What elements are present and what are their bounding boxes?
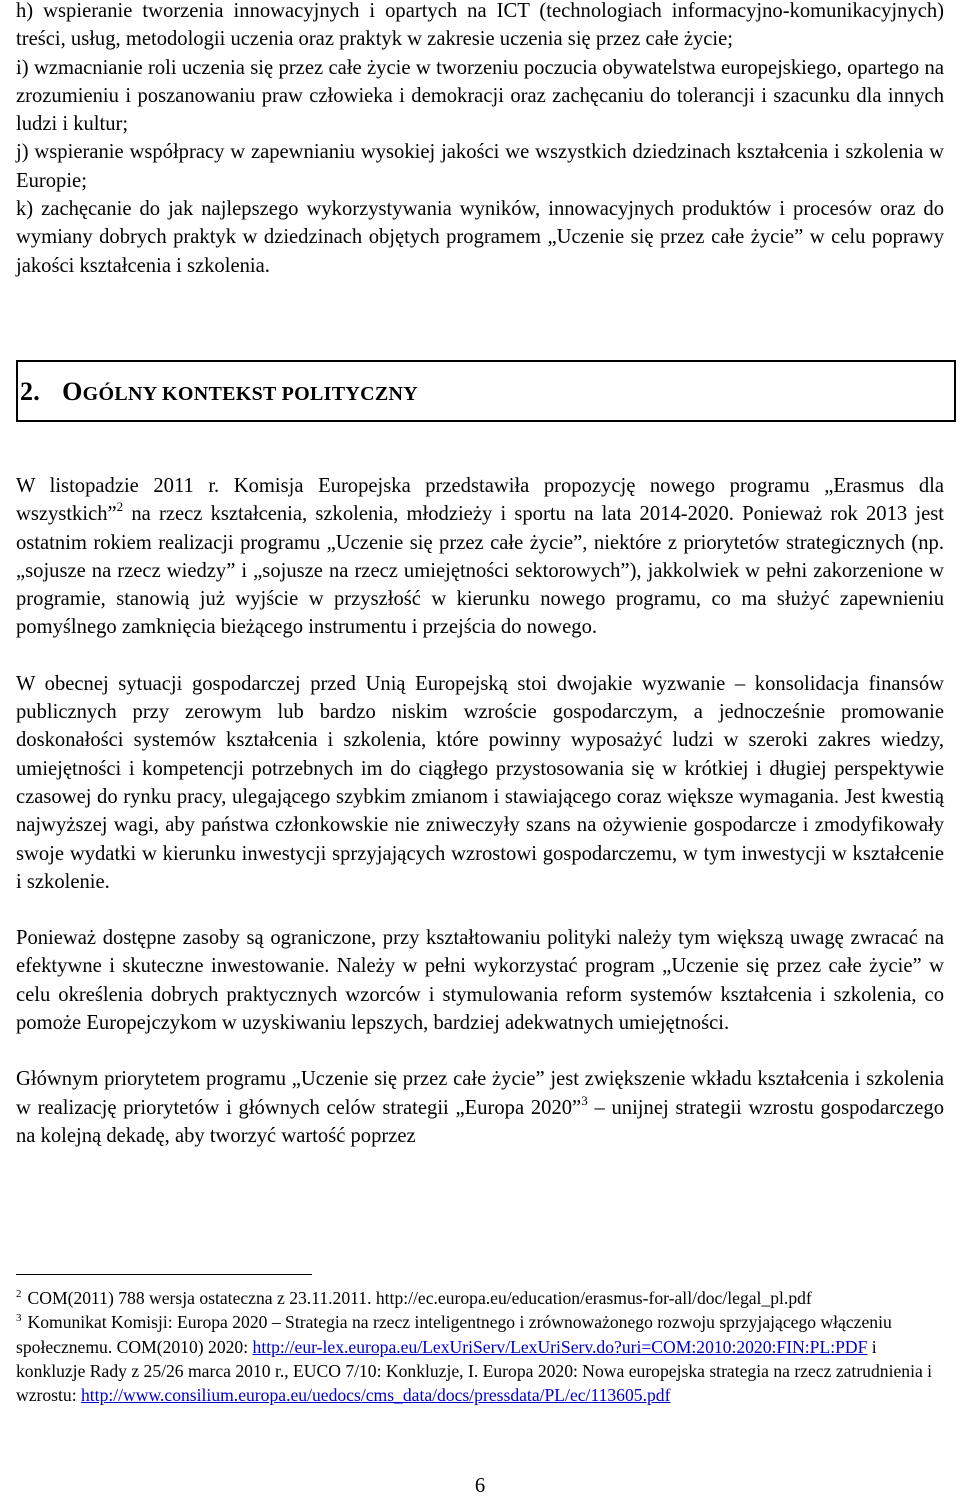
section-heading	[20, 372, 418, 414]
section-body	[16, 472, 944, 1150]
section-number: 2.	[20, 377, 41, 406]
list-item-k: k) zachęcanie do jak najlepszego wykorzystywania wyników, innowacyjnych produktów i procesów oraz do wymiany dobrych praktyk w dziedzinach objętych programem „Uczenie się przez całe życie” w celu poprawy jakości kształcenia i szkolenia.	[16, 198, 944, 277]
footnote-2	[16, 1286, 944, 1310]
footnote-ref-2: 2	[116, 499, 124, 515]
paragraph-1-text-a: W listopadzie 2011 r. Komisja Europejska przedstawiła propozycję nowego programu „Erasmus dla wszystkich”	[16, 475, 944, 526]
footnote-ref-3: 3	[581, 1092, 588, 1108]
footnote-3-number: 3	[16, 1312, 22, 1325]
paragraph-2: W obecnej sytuacji gospodarczej przed Unią Europejską stoi dwojakie wyzwanie – konsolidacja finansów publicznych przy zerowym lub bardzo niskim wzroście gospodarczym, a jednocześnie promowanie doskonałości systemów kształcenia i szkolenia, które powinny wyposażyć ludzi w szeroki zakres wiedzy, umiejętności i kompetencji potrzebnych im do ciągłego przystosowania się w krótkiej i długiej perspektywie czasowej do rynku pracy, ulegającego szybkim zmianom i stawiającego coraz większe wymagania. Jest kwestią najwyższej wagi, aby państwa członkowskie nie zniweczyły szans na ożywienie gospodarcze i zmodyfikowały swoje wydatki w kierunku inwestycji sprzyjających wzrostowi gospodarczemu, w tym inwestycji w kształcenie i szkolenie.	[16, 672, 944, 893]
footnotes	[16, 1286, 944, 1407]
page-number: 6	[474, 1475, 486, 1497]
footnote-3-text-b: i konkluzje Rady z 25/26 marca 2010 r., EUCO 7/10: Konkluzje, I. Europa 2020: Nowa europejska strategia na rzecz zatrudnienia i wzrostu:	[16, 1336, 933, 1406]
list-item-j: j) wspieranie współpracy w zapewnianiu wysokiej jakości we wszystkich dziedzinach kształcenia i szkolenia w Europie;	[16, 141, 944, 192]
intro-list	[16, 0, 944, 280]
footnote-2-number: 2	[16, 1288, 22, 1300]
footnote-2-text: COM(2011) 788 wersja ostateczna z 23.11.2011. http://ec.europa.eu/education/erasmus-for-all/doc/legal_pl.pdf	[27, 1288, 812, 1308]
paragraph-4-text-b: – unijnej strategii wzrostu gospodarczego na kolejną dekadę, aby tworzyć wartość poprzez	[16, 1096, 944, 1147]
paragraph-3: Ponieważ dostępne zasoby są ograniczone, przy kształtowaniu polityki należy tym większą uwagę zwracać na efektywne i skuteczne inwestowanie. Należy w pełni wykorzystać program „Uczenie się przez całe życie” w celu określenia dobrych praktycznych wzorców i stymulowania reform systemów kształcenia i szkolenia, co pomoże Europejczykom w uzyskiwaniu lepszych, bardziej adekwatnych umiejętności.	[16, 927, 944, 1035]
section-title-rest: GÓLNY KONTEKST POLITYCZNY	[82, 383, 418, 405]
paragraph-4	[16, 1065, 944, 1150]
section-heading-box	[16, 360, 956, 422]
consilium-link[interactable]: http://www.consilium.europa.eu/uedocs/cms_data/docs/pressdata/PL/ec/113605.pdf	[81, 1385, 671, 1406]
footnote-3	[16, 1310, 944, 1407]
section-title-initial: O	[62, 377, 83, 406]
list-item-i: i) wzmacnianie roli uczenia się przez całe życie w tworzeniu poczucia obywatelstwa europejskiego, opartego na zrozumieniu i poszanowaniu praw człowieka i demokracji oraz zachęcaniu do tolerancji i szacunku dla innych ludzi i kultur;	[16, 56, 944, 136]
footnote-3-text-a: Komunikat Komisji: Europa 2020 – Strategia na rzecz inteligentnego i zrównoważonego rozwoju sprzyjającego włączeniu społecznemu. COM(2010) 2020:	[16, 1312, 892, 1357]
footnote-separator	[16, 1274, 312, 1275]
list-item-h: h) wspieranie tworzenia innowacyjnych i opartych na ICT (technologiach informacyjno-komunikacyjnych) treści, usług, metodologii uczenia oraz praktyk w zakresie uczenia się przez całe życie;	[16, 0, 944, 51]
paragraph-1	[16, 472, 944, 642]
paragraph-4-text-a: Głównym priorytetem programu „Uczenie się przez całe życie” jest zwiększenie wkładu kształcenia i szkolenia w realizację priorytetów i głównych celów strategii „Europa 2020”	[16, 1068, 944, 1119]
paragraph-1-text-b: na rzecz kształcenia, szkolenia, młodzieży i sportu na lata 2014-2020. Ponieważ rok 2013 jest ostatnim rokiem realizacji programu „Uczenie się przez całe życie”, niektóre z priorytetów strategicznych (np. „sojusze na rzecz wiedzy” i „sojusze na rzecz umiejętności sektorowych”), jakkolwiek w pełni zakorzenione w programie, stanowią już wyjście w przyszłość w kierunku nowego programu, co ma służyć zapewnieniu pomyślnego zamknięcia bieżącego instrumentu i przejścia do nowego.	[16, 503, 944, 639]
eur-lex-link[interactable]: http://eur-lex.europa.eu/LexUriServ/LexUriServ.do?uri=COM:2010:2020:FIN:PL:PDF	[252, 1336, 868, 1357]
